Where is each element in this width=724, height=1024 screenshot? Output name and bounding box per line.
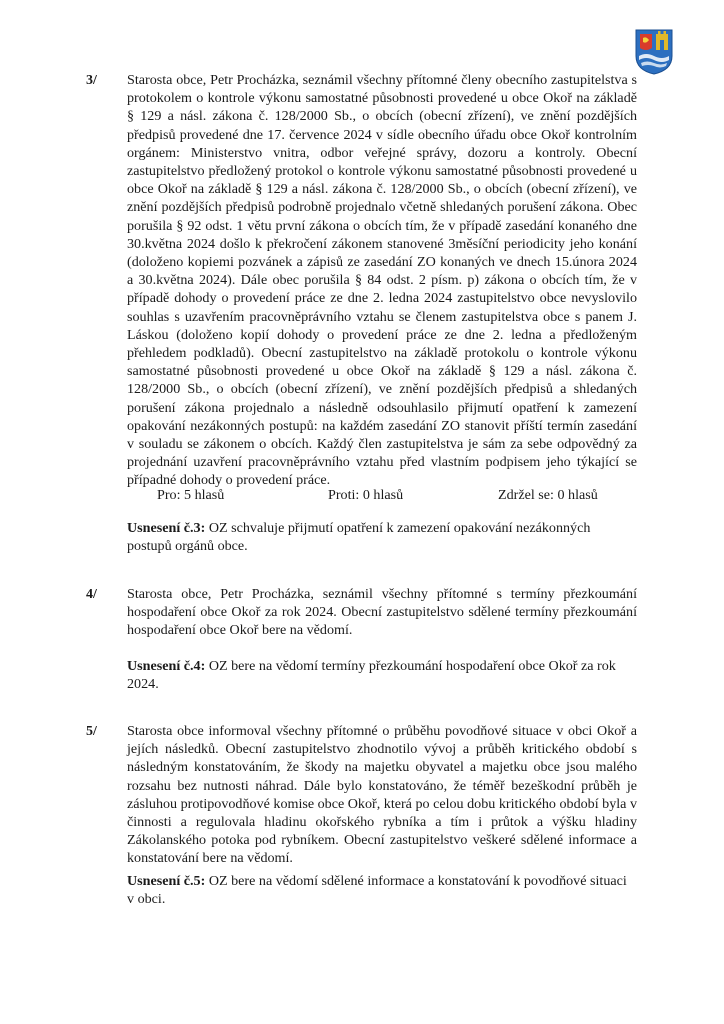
item-number-3: 3/ [86,73,97,88]
resolution-3-text: OZ schvaluje přijmutí opatření k zamezení opakování nezákonných postupů orgánů obce. [127,520,591,555]
resolution-3-label: Usnesení č.3: [127,520,206,536]
vote-results [127,486,637,504]
resolution-5-text: OZ bere na vědomí sdělené informace a konstatování k povodňové situaci v obci. [127,873,627,908]
item-3-text: Starosta obce, Petr Procházka, seznámil všechny přítomné členy obecního zastupitelstva s protokolem o kontrole výkonu samostatné působnosti provedené u obce Okoř na základě § 129 a násl. zákona č. 128/2000 Sb., o obcích (obecní zřízení), ve znění pozdějších předpisů provedené dne 17. července 2024 v sídle obecního úřadu obce Okoř kontrolním orgánem: Ministerstvo vnitra, odbor veřejné správy, dozoru a kontroly. Obecní zastupitelstvo předložený protokol o kontrole výkonu samostatné působnosti provedené u obce Okoř na základě § 129 a násl. zákona č. 128/2000 Sb., o obcích (obecní zřízení), ve znění pozdějších předpisů podrobně projednalo včetně shledaných porušení zákona. Obec porušila § 92 odst. 1 větu první zákona o obcích tím, že v případě zasedání konaného dne 30.května 2024 došlo k překročení zákonem stanovené 3měsíční periodicity jeho konání (doloženo kopiemi pozvánek a zápisů ze zasedání ZO konaných ve dnech 15.února 2024 a 30.května 2024). Dále obec porušila § 84 odst. 2 písm. p) zákona o obcích tím, že v případě dohody o provedení práce ze dne 2. ledna 2024 zastupitelstvo obce nevyslovilo souhlas s uzavřením pracovněprávního vztahu se členem zastupitelstva obce s panem J. Láskou (doloženo kopií dohody o provedení práce ze dne 2. ledna a předloženým přehledem podkladů). Obecní zastupitelstvo na základě protokolu o kontrole výkonu samostatné působnosti provedené u obce Okoř na základě § 129 a násl. zákona č. 128/2000 Sb., o obcích (obecní zřízení), ve znění pozdějších předpisů a shledaných porušení zákona projednalo a následně odsouhlasilo přijmutí opatření k zamezení opakování nezákonných postupů: na každém zasedání ZO stanovit příští termín zasedání v souladu se zákonem o obcích. Každý člen zastupitelstva je sám za sebe odpovědný za projednání uzavření pracovněprávního vztahu před vlastním podpisem jeho týkající se případné dohody o provedení práce. [127,72,637,489]
vote-pro: Pro: 5 hlasů [157,487,225,503]
resolution-4-label: Usnesení č.4: [127,658,206,674]
vote-zdrzel: Zdržel se: 0 hlasů [498,487,598,503]
item-5-text: Starosta obce informoval všechny přítomné o průběhu povodňové situace v obci Okoř a jejích následků. Obecní zastupitelstvo zhodnotilo vývoj a průběh kritického období s následným konstatováním, že škody na majetku obyvatel a majetku obce jsou malého rozsahu bez nutnosti náhrad. Dále bylo konstatováno, že téměř bezeškodní průběh je zásluhou protipovodňové komise obce Okoř, která po celou dobu kritického období byla v činnosti a regulovala hladinu okořského rybníka a tím i průtok a výšku hladiny Zákolanského potoka pod rybníkem. Obecní zastupitelstvo veškeré sdělené informace a konstatování bere na vědomí. [127,723,638,867]
resolution-4 [127,657,637,693]
municipal-coat-of-arms [634,28,674,76]
resolution-3 [127,519,637,555]
vote-proti: Proti: 0 hlasů [328,487,404,503]
resolution-5 [127,872,637,908]
resolution-5-label: Usnesení č.5: [127,873,206,889]
resolution-4-text: OZ bere na vědomí termíny přezkoumání hospodaření obce Okoř za rok 2024. [127,658,616,693]
item-number-5: 5/ [86,724,97,739]
item-number-4: 4/ [86,587,97,602]
item-4-text: Starosta obce, Petr Procházka, seznámil všechny přítomné s termíny přezkoumání hospodaření obce Okoř za rok 2024. Obecní zastupitelstvo sdělené termíny přezkoumání hospodaření obce Okoř bere na vědomí. [127,586,637,639]
